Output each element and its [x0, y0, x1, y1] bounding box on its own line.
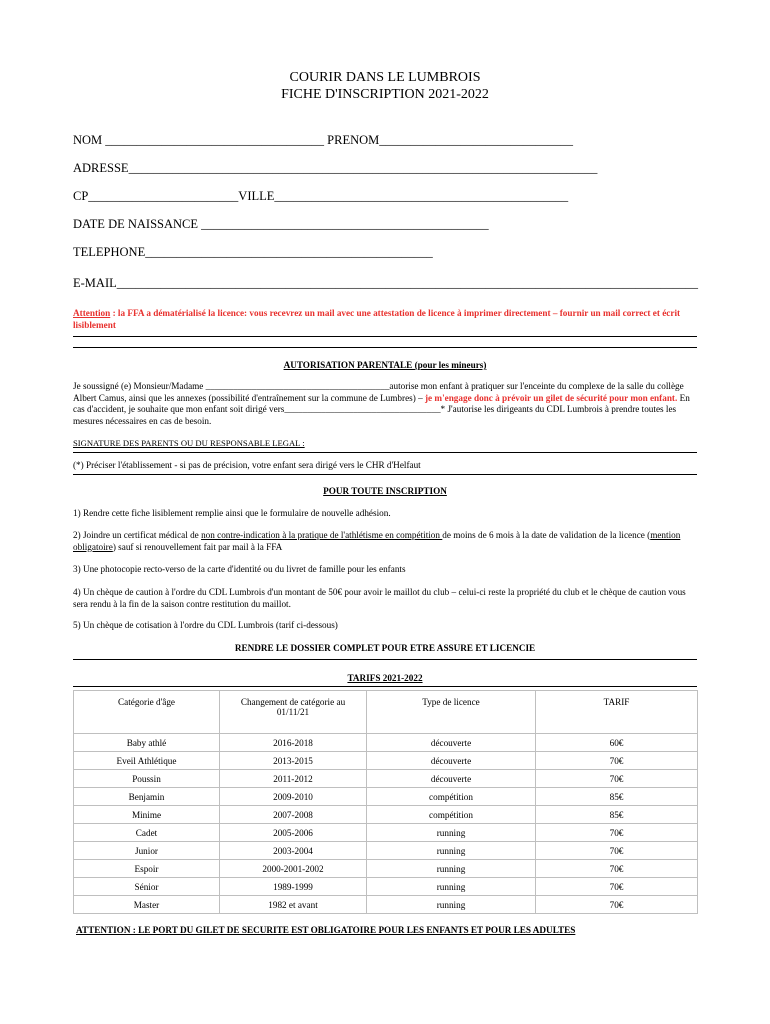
table-cell: 70€	[536, 752, 698, 770]
gilet-obligatoire-notice: ATTENTION : LE PORT DU GILET DE SECURITE EST OBLIGATOIRE POUR LES ENFANTS ET POUR LES ADULTES	[76, 925, 576, 935]
table-cell: running	[367, 896, 536, 914]
rendre-dossier-notice: RENDRE LE DOSSIER COMPLET POUR ETRE ASSURE ET LICENCIE	[234, 643, 536, 653]
inscription-item-4: 4) Un chèque de caution à l'ordre du CDL Lumbrois d'un montant de 50€ pour avoir le maillot du club – celui-ci reste la propriété du club et le chèque de caution vous sera rendu à la fin de la saison contre restitution du maillot.	[73, 587, 686, 609]
inscription-item-5: 5) Un chèque de cotisation à l'ordre du CDL Lumbrois (tarif ci-dessous)	[73, 620, 338, 630]
divider	[73, 474, 697, 475]
table-row	[74, 824, 698, 842]
item2-text-a: 2) Joindre un certificat médical de	[73, 530, 202, 540]
table-cell: 70€	[536, 824, 698, 842]
table-row	[74, 896, 698, 914]
table-cell: Poussin	[74, 770, 220, 788]
table-cell: 70€	[536, 842, 698, 860]
table-row	[74, 788, 698, 806]
column-header: Type de licence	[367, 691, 536, 734]
etablissement-note: (*) Préciser l'établissement - si pas de précision, votre enfant sera dirigé vers le CHR d'Helfaut	[73, 460, 421, 470]
divider	[73, 686, 697, 687]
table-cell: 2013-2015	[220, 752, 367, 770]
date-naissance-field[interactable]: DATE DE NAISSANCE ______________________________________________	[73, 217, 489, 231]
table-cell: Espoir	[74, 860, 220, 878]
table-row	[74, 842, 698, 860]
autorisation-text-1: Je soussigné (e) Monsieur/Madame ________________________________________autorise mon enfant à pratiquer sur l'enceinte du complexe de la salle du collège Albert Camus, ainsi que les annexes (possibilité d'entraînement sur la commune de Lumbres) –	[73, 381, 684, 403]
table-row	[74, 878, 698, 896]
table-cell: découverte	[367, 752, 536, 770]
inscription-item-2	[73, 530, 693, 553]
table-header-row	[74, 691, 698, 734]
table-cell: Junior	[74, 842, 220, 860]
item2-text-b: de moins de 6 mois à la date de validation de la licence (	[442, 530, 651, 540]
adresse-field[interactable]: ADRESSE___________________________________________________________________________	[73, 161, 598, 175]
table-cell: running	[367, 860, 536, 878]
autorisation-heading: AUTORISATION PARENTALE (pour les mineurs)	[283, 360, 487, 370]
table-cell: 85€	[536, 806, 698, 824]
divider	[73, 336, 697, 337]
telephone-field[interactable]: TELEPHONE______________________________________________	[73, 245, 433, 259]
divider	[73, 452, 697, 453]
table-cell: 70€	[536, 770, 698, 788]
table-cell: Eveil Athlétique	[74, 752, 220, 770]
table-cell: 2016-2018	[220, 734, 367, 752]
cp-ville-field[interactable]: CP________________________VILLE_______________________________________________	[73, 189, 569, 203]
table-row	[74, 860, 698, 878]
inscription-item-3: 3) Une photocopie recto-verso de la carte d'identité ou du livret de famille pour les enfants	[73, 564, 406, 574]
email-field[interactable]: E-MAIL_____________________________________________________________________________________________	[73, 276, 698, 290]
item2-mention: mention obligatoire	[73, 530, 681, 552]
attention-notice	[73, 307, 695, 331]
column-header: Changement de catégorie au 01/11/21	[220, 691, 367, 734]
table-cell: compétition	[367, 806, 536, 824]
table-cell: 70€	[536, 896, 698, 914]
table-cell: Master	[74, 896, 220, 914]
attention-label: Attention	[73, 308, 111, 318]
item2-underlined: non contre-indication à la pratique de l'athlétisme en compétition	[201, 530, 443, 540]
column-header: TARIF	[536, 691, 698, 734]
gilet-warning: je m'engage donc à prévoir un gilet de sécurité pour mon enfant.	[424, 392, 678, 403]
column-header: Catégorie d'âge	[74, 691, 220, 734]
tarifs-heading: TARIFS 2021-2022	[347, 673, 423, 683]
inscription-heading: POUR TOUTE INSCRIPTION	[323, 486, 447, 496]
divider	[73, 347, 697, 348]
table-row	[74, 734, 698, 752]
table-cell: 60€	[536, 734, 698, 752]
table-cell: 85€	[536, 788, 698, 806]
table-cell: 1989-1999	[220, 878, 367, 896]
table-row	[74, 806, 698, 824]
table-cell: Minime	[74, 806, 220, 824]
table-cell: découverte	[367, 734, 536, 752]
table-cell: 2003-2004	[220, 842, 367, 860]
table-cell: 2005-2006	[220, 824, 367, 842]
table-cell: 2011-2012	[220, 770, 367, 788]
nom-prenom-field[interactable]: NOM ___________________________________ PRENOM_______________________________	[73, 133, 574, 147]
divider	[73, 659, 697, 660]
item2-text-c: ) sauf si renouvellement fait par mail à la FFA	[112, 541, 283, 552]
table-cell: running	[367, 824, 536, 842]
table-cell: 2007-2008	[220, 806, 367, 824]
table-cell: découverte	[367, 770, 536, 788]
autorisation-text-2: En cas d'accident, je souhaite que mon enfant soit dirigé vers__________________________________* J'autorise les dirigeants du CDL Lumbrois à prendre toutes les mesures nécessaires en cas de besoin.	[73, 392, 690, 426]
autorisation-paragraph	[73, 381, 693, 427]
table-cell: Benjamin	[74, 788, 220, 806]
table-cell: 70€	[536, 878, 698, 896]
table-cell: 1982 et avant	[220, 896, 367, 914]
table-row	[74, 752, 698, 770]
form-title: COURIR DANS LE LUMBROIS	[289, 70, 481, 85]
table-cell: running	[367, 842, 536, 860]
table-cell: 2009-2010	[220, 788, 367, 806]
table-row	[74, 770, 698, 788]
signature-label: SIGNATURE DES PARENTS OU DU RESPONSABLE LEGAL :	[73, 438, 305, 448]
table-cell: compétition	[367, 788, 536, 806]
attention-text: : la FFA a dématérialisé la licence: vous recevrez un mail avec une attestation de licence à imprimer directement – fournir un mail correct et écrit lisiblement	[73, 308, 681, 330]
table-cell: Cadet	[74, 824, 220, 842]
form-subtitle: FICHE D'INSCRIPTION 2021-2022	[281, 87, 489, 102]
inscription-item-1: 1) Rendre cette fiche lisiblement remplie ainsi que le formulaire de nouvelle adhésion.	[73, 508, 391, 518]
table-cell: Baby athlé	[74, 734, 220, 752]
table-cell: 2000-2001-2002	[220, 860, 367, 878]
table-cell: running	[367, 878, 536, 896]
tarifs-table	[73, 690, 698, 914]
table-cell: 70€	[536, 860, 698, 878]
table-cell: Sénior	[74, 878, 220, 896]
